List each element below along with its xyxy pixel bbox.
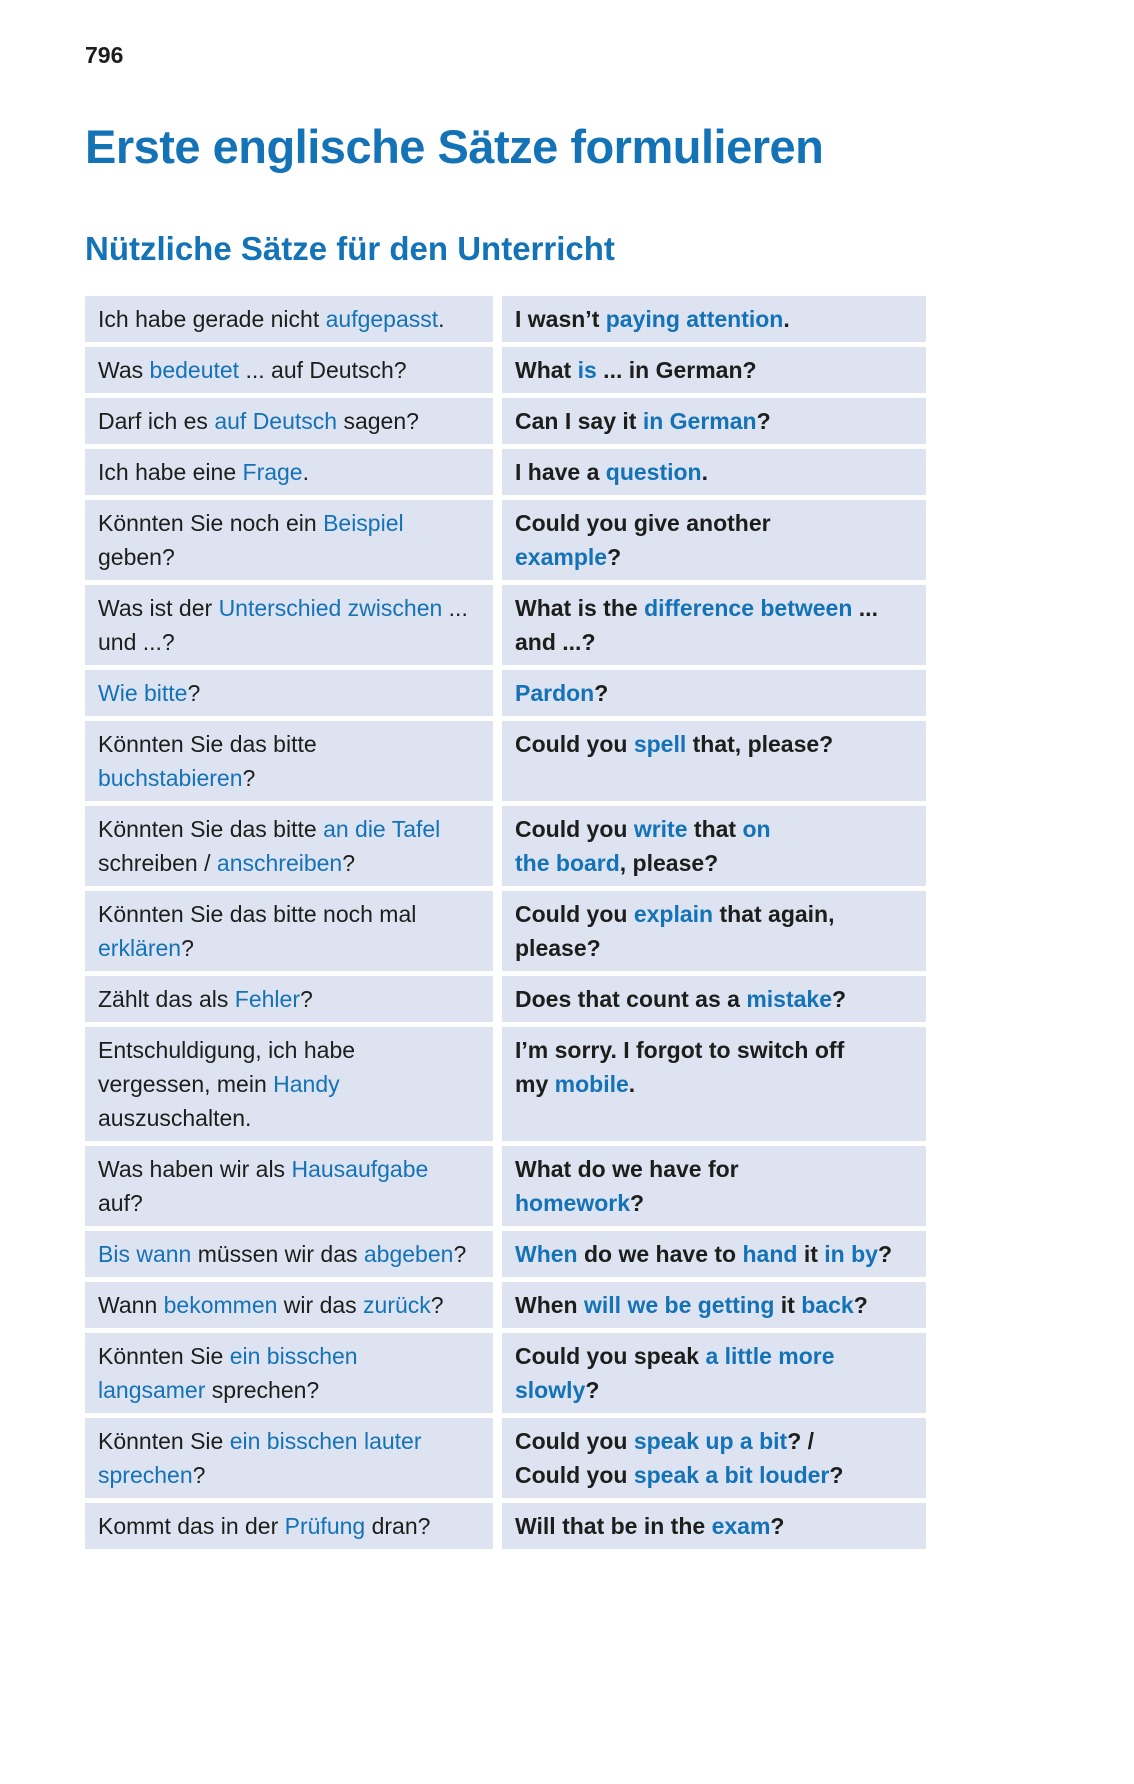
phrase-cell-de (85, 398, 493, 444)
phrase-segment: auf? (98, 1190, 143, 1216)
phrase-keyword: mobile (554, 1071, 629, 1097)
phrase-segment: ? (192, 1462, 206, 1488)
phrase-segment: Darf ich es (98, 408, 215, 434)
phrase-cell-de (85, 1282, 493, 1328)
phrase-keyword: Hausaufgabe (291, 1156, 429, 1182)
phrase-segment: . (302, 459, 309, 485)
phrase-cell-de (85, 1027, 493, 1141)
phrase-keyword: a little more (705, 1343, 835, 1369)
phrase-segment: Was (98, 357, 150, 383)
phrase-segment: it (797, 1241, 825, 1267)
phrase-cell-de (85, 449, 493, 495)
phrase-segment: I have a (515, 459, 606, 485)
phrase-segment: please? (515, 935, 601, 961)
phrase-segment: What is the (515, 595, 645, 621)
page-number: 796 (85, 42, 124, 68)
phrase-segment: that, please? (686, 731, 834, 757)
phrase-keyword: langsamer (98, 1377, 206, 1403)
phrase-cell-de (85, 585, 493, 665)
phrase-segment: vergessen, mein (98, 1071, 274, 1097)
phrase-segment: ? (453, 1241, 467, 1267)
phrase-segment: Könnten Sie (98, 1343, 230, 1369)
phrase-segment: ... (442, 595, 468, 621)
phrase-cell-en (502, 670, 926, 716)
phrase-keyword: Prüfung (284, 1513, 366, 1539)
phrase-segment: Can I say it (515, 408, 643, 434)
phrase-cell-en (502, 1418, 926, 1498)
phrase-keyword: abgeben (363, 1241, 454, 1267)
phrase-cell-en (502, 1027, 926, 1141)
phrase-keyword: an die Tafel (323, 816, 441, 842)
phrase-segment: Could you (515, 816, 634, 842)
phrase-keyword: the board (515, 850, 620, 876)
phrase-cell-de (85, 1231, 493, 1277)
phrase-segment: Could you give another (515, 510, 771, 536)
phrase-cell-de (85, 806, 493, 886)
phrase-segment: ? (300, 986, 313, 1012)
phrase-segment: Könnten Sie das bitte (98, 816, 324, 842)
phrase-segment: Könnten Sie noch ein (98, 510, 324, 536)
phrase-cell-en (502, 1333, 926, 1413)
phrase-segment: Könnten Sie das bitte noch mal (98, 901, 417, 927)
phrase-segment: Ich habe gerade nicht (98, 306, 326, 332)
phrase-keyword: will we be getting (584, 1292, 775, 1318)
phrase-cell-de (85, 500, 493, 580)
phrase-cell-de (85, 1146, 493, 1226)
phrase-cell-en (502, 296, 926, 342)
phrase-keyword: speak up a bit (633, 1428, 788, 1454)
phrase-keyword: paying attention (605, 306, 784, 332)
phrase-segment: müssen wir das (191, 1241, 364, 1267)
phrase-keyword: Wie bitte (98, 680, 188, 706)
phrase-segment: Kommt das in der (98, 1513, 285, 1539)
phrase-segment: ? (630, 1190, 645, 1216)
phrase-segment: ? (342, 850, 356, 876)
phrase-keyword: ein bisschen (229, 1343, 358, 1369)
phrase-cell-en (502, 1503, 926, 1549)
phrase-segment: do we have to (577, 1241, 743, 1267)
phrase-cell-de (85, 891, 493, 971)
phrase-segment: sprechen? (205, 1377, 320, 1403)
phrase-segment: Wann (98, 1292, 164, 1318)
phrase-segment: ... in German? (596, 357, 757, 383)
phrase-segment: my (515, 1071, 555, 1097)
phrase-segment: Could you (515, 1462, 634, 1488)
phrase-keyword: in German (642, 408, 757, 434)
phrase-keyword: ein bisschen lauter (229, 1428, 422, 1454)
phrase-cell-en (502, 721, 926, 801)
phrase-keyword: in by (824, 1241, 878, 1267)
phrase-segment: Could you (515, 901, 634, 927)
phrase-keyword: Beispiel (323, 510, 404, 536)
phrase-segment: . (438, 306, 445, 332)
phrase-keyword: Frage (242, 459, 303, 485)
phrase-keyword: write (633, 816, 688, 842)
phrase-segment: Was ist der (98, 595, 219, 621)
phrase-segment: ... auf Deutsch? (239, 357, 407, 383)
phrase-segment: I wasn’t (515, 306, 606, 332)
phrase-segment: What do we have for (515, 1156, 739, 1182)
phrase-keyword: exam (711, 1513, 771, 1539)
phrase-keyword: sprechen (98, 1462, 193, 1488)
phrase-keyword: spell (633, 731, 687, 757)
phrase-segment: ? (853, 1292, 868, 1318)
phrase-segment: Could you (515, 731, 634, 757)
phrase-keyword: auf Deutsch (214, 408, 338, 434)
phrase-segment: When (515, 1292, 584, 1318)
phrase-segment: ? (594, 680, 609, 706)
phrase-keyword: erklären (98, 935, 182, 961)
phrase-segment: ? / (787, 1428, 815, 1454)
phrase-segment: . (783, 306, 790, 332)
phrase-segment: und ...? (98, 629, 175, 655)
phrase-segment: schreiben / (98, 850, 217, 876)
phrase-keyword: anschreiben (216, 850, 343, 876)
phrase-cell-en (502, 585, 926, 665)
phrase-segment: . (628, 1071, 636, 1097)
phrase-cell-en (502, 347, 926, 393)
phrase-keyword: back (801, 1292, 854, 1318)
phrase-cell-en (502, 1282, 926, 1328)
phrase-keyword: bekommen (163, 1292, 278, 1318)
phrase-keyword: mistake (746, 986, 832, 1012)
phrase-keyword: Unterschied zwischen (218, 595, 443, 621)
phrase-segment: Ich habe eine (98, 459, 243, 485)
phrase-keyword: slowly (515, 1377, 586, 1403)
phrase-cell-de (85, 1503, 493, 1549)
phrase-keyword: Bis wann (98, 1241, 192, 1267)
phrase-segment: ? (832, 986, 847, 1012)
phrase-segment: I’m sorry. I forgot to switch off (515, 1037, 845, 1063)
phrase-segment: ? (770, 1513, 785, 1539)
phrase-segment: that again, (713, 901, 835, 927)
phrase-cell-de (85, 1418, 493, 1498)
phrase-keyword: example (515, 544, 608, 570)
phrase-keyword: aufgepasst (325, 306, 439, 332)
phrase-segment: What (515, 357, 578, 383)
phrase-cell-en (502, 500, 926, 580)
section-title: Nützliche Sätze für den Unterricht (85, 230, 615, 267)
phrase-keyword: buchstabieren (98, 765, 243, 791)
phrase-segment: ? (829, 1462, 844, 1488)
phrase-keyword: bedeutet (149, 357, 240, 383)
phrase-segment: Could you speak (515, 1343, 706, 1369)
phrase-segment: Zählt das als (98, 986, 235, 1012)
phrase-segment: ? (877, 1241, 893, 1267)
phrase-table (85, 296, 1134, 1549)
phrase-segment: Will that be in the (515, 1513, 712, 1539)
phrase-segment: ? (607, 544, 622, 570)
phrase-cell-de (85, 721, 493, 801)
phrase-segment: , please? (619, 850, 719, 876)
phrase-segment: Entschuldigung, ich habe (98, 1037, 356, 1063)
phrase-segment: ? (242, 765, 256, 791)
page-title: Erste englische Sätze formulieren (85, 120, 824, 173)
phrase-keyword: question (605, 459, 702, 485)
phrase-cell-en (502, 1231, 926, 1277)
phrase-keyword: When (515, 1241, 578, 1267)
phrase-segment: that (687, 816, 743, 842)
phrase-segment: wir das (277, 1292, 364, 1318)
phrase-segment: . (701, 459, 709, 485)
phrase-keyword: is (577, 357, 597, 383)
phrase-segment: it (774, 1292, 802, 1318)
phrase-segment: ? (187, 680, 201, 706)
phrase-segment: Could you (515, 1428, 634, 1454)
phrase-cell-de (85, 347, 493, 393)
phrase-keyword: Handy (273, 1071, 340, 1097)
phrase-segment: and ...? (515, 629, 596, 655)
phrase-cell-de (85, 296, 493, 342)
phrase-segment: sagen? (337, 408, 419, 434)
phrase-cell-en (502, 891, 926, 971)
phrase-keyword: homework (515, 1190, 631, 1216)
phrase-cell-en (502, 1146, 926, 1226)
phrase-segment: Könnten Sie (98, 1428, 230, 1454)
phrase-keyword: hand (742, 1241, 798, 1267)
phrase-cell-de (85, 976, 493, 1022)
phrase-keyword: explain (633, 901, 714, 927)
phrase-keyword: zurück (363, 1292, 431, 1318)
phrase-segment: Könnten Sie das bitte (98, 731, 317, 757)
phrase-segment: ? (585, 1377, 600, 1403)
phrase-segment: geben? (98, 544, 175, 570)
phrase-cell-en (502, 398, 926, 444)
phrase-segment: dran? (365, 1513, 431, 1539)
phrase-segment: ... (852, 595, 878, 621)
phrase-keyword: Fehler (234, 986, 300, 1012)
phrase-segment: ? (756, 408, 771, 434)
phrase-cell-en (502, 449, 926, 495)
phrase-cell-en (502, 976, 926, 1022)
phrase-segment: Was haben wir als (98, 1156, 292, 1182)
phrase-segment: ? (430, 1292, 444, 1318)
phrase-segment: ? (181, 935, 194, 961)
phrase-keyword: on (742, 816, 771, 842)
phrase-keyword: difference between (644, 595, 853, 621)
phrase-segment: auszuschalten. (98, 1105, 252, 1131)
phrase-segment: Does that count as a (515, 986, 747, 1012)
phrase-cell-de (85, 670, 493, 716)
phrase-cell-de (85, 1333, 493, 1413)
phrase-cell-en (502, 806, 926, 886)
phrase-keyword: speak a bit louder (633, 1462, 830, 1488)
phrase-keyword: Pardon (515, 680, 595, 706)
